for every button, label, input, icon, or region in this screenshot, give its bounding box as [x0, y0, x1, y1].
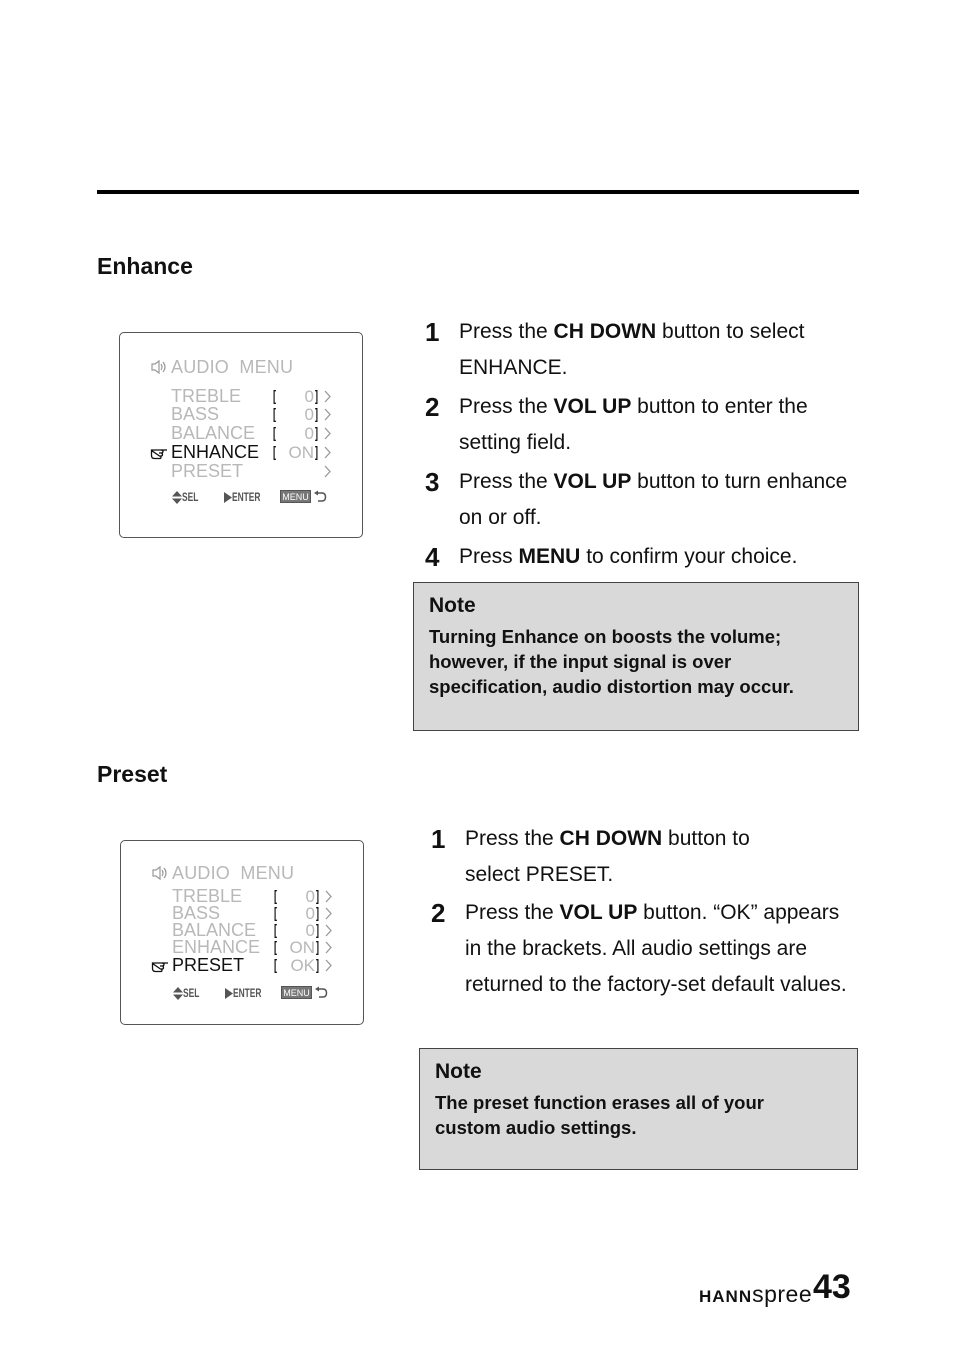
step-4: 4 Press MENU to confirm your choice.	[425, 542, 798, 572]
osd-row-balance: BALANCE [ 0 ]	[151, 921, 341, 940]
step-2: 2 Press the VOL UP button. “OK” appears in the brackets. All audio settings are returned to the factory-set default values.	[431, 898, 847, 996]
osd-row-treble: TREBLE [ 0 ]	[151, 887, 341, 906]
step-3: 3 Press the VOL UP button to turn enhance on or off.	[425, 467, 848, 529]
menu-chip: MENU	[280, 490, 311, 503]
speaker-icon	[150, 359, 168, 375]
return-arrow-icon	[313, 490, 327, 504]
osd-row-preset: PRESET [ OK ]	[151, 956, 341, 975]
up-down-arrow-icon	[173, 987, 183, 1000]
osd-row-enhance: ENHANCE [ ON ]	[150, 443, 340, 462]
up-down-arrow-icon	[172, 491, 182, 504]
osd-row-preset: PRESET	[150, 462, 340, 481]
chevron-right-icon	[323, 389, 332, 404]
chevron-right-icon	[323, 407, 332, 422]
pointing-hand-icon	[151, 957, 170, 973]
chevron-right-icon	[324, 940, 333, 955]
chevron-right-icon	[324, 889, 333, 904]
section-title-enhance: Enhance	[97, 253, 193, 279]
preset-steps	[431, 821, 851, 1003]
note-box-preset	[419, 1048, 858, 1170]
osd-row-balance: BALANCE [ 0 ]	[150, 424, 340, 443]
enhance-steps	[425, 314, 857, 575]
step-1: 1 Press the CH DOWN button to select ENHANCE.	[425, 317, 805, 379]
note-body: The preset function erases all of your custom audio settings.	[435, 1092, 764, 1138]
chevron-right-icon	[324, 923, 333, 938]
play-arrow-icon	[224, 492, 232, 503]
chevron-right-icon	[323, 426, 332, 441]
step-1: 1 Press the CH DOWN button to select PRESET.	[431, 824, 750, 886]
header-rule	[97, 190, 859, 194]
chevron-right-icon	[324, 958, 333, 973]
section-title-preset: Preset	[97, 761, 168, 787]
chevron-right-icon	[324, 906, 333, 921]
osd-footer: SEL ENTER MENU	[170, 488, 350, 506]
osd-title: AUDIO MENU	[171, 357, 294, 377]
note-title: Note	[435, 1060, 482, 1083]
note-title: Note	[429, 594, 476, 617]
note-box-enhance	[413, 582, 859, 731]
osd-row-treble: TREBLE [ 0 ]	[150, 387, 340, 406]
return-arrow-icon	[314, 986, 328, 1000]
play-arrow-icon	[225, 988, 233, 999]
osd-audio-menu-enhance	[119, 332, 363, 538]
step-2: 2 Press the VOL UP button to enter the setting field.	[425, 392, 808, 454]
osd-title: AUDIO MENU	[172, 863, 295, 883]
osd-row-bass: BASS [ 0 ]	[150, 405, 340, 424]
osd-row-enhance: ENHANCE [ ON ]	[151, 938, 341, 957]
menu-chip: MENU	[281, 986, 312, 999]
brand-logo: HANNspree	[699, 1281, 813, 1307]
chevron-right-icon	[323, 445, 332, 460]
pointing-hand-icon	[150, 444, 169, 460]
chevron-right-icon	[323, 464, 332, 479]
page-number: 43	[813, 1268, 851, 1306]
note-body: Turning Enhance on boosts the volume; however, if the input signal is over specification, audio distortion may occur.	[429, 626, 794, 697]
osd-footer: SEL ENTER MENU	[171, 984, 351, 1002]
osd-audio-menu-preset	[120, 840, 364, 1025]
speaker-icon	[151, 865, 169, 881]
osd-row-bass: BASS [ 0 ]	[151, 904, 341, 923]
